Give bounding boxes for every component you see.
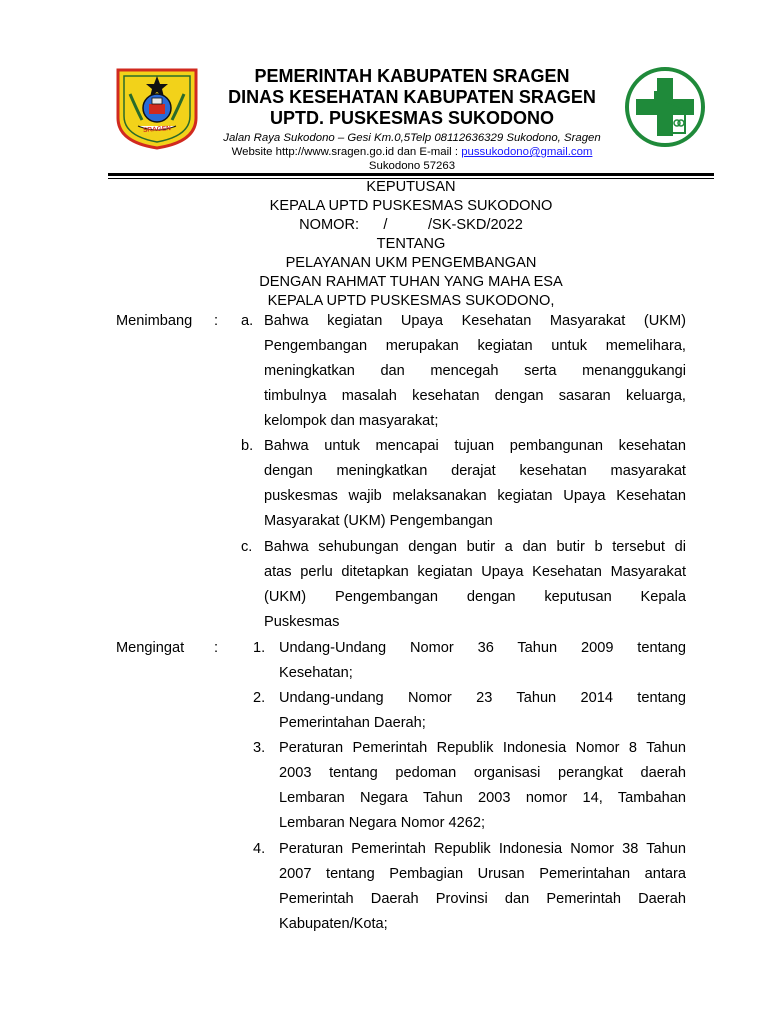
heading-line-5: PELAYANAN UKM PENGEMBANGAN: [285, 255, 537, 271]
heading-line-2: KEPALA UPTD PUSKESMAS SUKODONO: [269, 198, 553, 214]
menimbang-item-c: [264, 535, 686, 635]
text-line: Pemerintahan Daerah;: [279, 715, 426, 731]
letterhead-city: Sukodono 57263: [368, 160, 456, 172]
text-line: dengan meningkatkan derajat kesehatan masyarakat: [264, 463, 686, 479]
mengingat-marker-1: 1.: [253, 640, 266, 656]
mengingat-marker-2: 2.: [253, 690, 266, 706]
heading-line-3: NOMOR: / /SK-SKD/2022: [299, 217, 523, 233]
sragen-coat-of-arms-icon: [116, 68, 198, 150]
text-line: Bahwa kegiatan Upaya Kesehatan Masyarakat (UKM): [264, 313, 686, 329]
text-line: atas perlu ditetapkan kegiatan Upaya Kesehatan Masyarakat: [264, 564, 686, 580]
letterhead-line-1: PEMERINTAH KABUPATEN SRAGEN: [254, 66, 570, 86]
email-link[interactable]: pussukodono@gmail.com: [461, 146, 593, 158]
text-line: Bahwa sehubungan dengan butir a dan butir b tersebut di: [264, 539, 686, 555]
menimbang-label: Menimbang: [116, 313, 193, 329]
puskesmas-green-cross-icon: [624, 66, 706, 148]
text-line: Masyarakat (UKM) Pengembangan: [264, 513, 493, 529]
text-line: 2007 tentang Pembagian Urusan Pemerintahan antara: [279, 866, 686, 882]
text-line: 2003 tentang pedoman organisasi perangkat daerah: [279, 765, 686, 781]
text-line: Puskesmas: [264, 614, 340, 630]
coat-of-arms-banner-text: SRAGEN: [142, 125, 172, 134]
letterhead-address: [206, 131, 618, 145]
mengingat-marker-3: 3.: [253, 740, 266, 756]
menimbang-marker-a: a.: [241, 313, 254, 329]
mengingat-item-4: [279, 837, 686, 937]
decree-heading: [108, 178, 714, 311]
menimbang-colon: :: [214, 313, 219, 329]
menimbang-marker-b: b.: [241, 438, 254, 454]
text-line: meningkatkan dan mencegah serta menanggukangi: [264, 363, 686, 379]
text-line: Lembaran Negara Nomor 4262;: [279, 815, 486, 831]
mengingat-item-2: [279, 686, 686, 736]
text-line: timbulnya masalah kesehatan dengan sasaran keluarga,: [264, 388, 686, 404]
text-line: Undang-undang Nomor 23 Tahun 2014 tentang: [279, 690, 686, 706]
mengingat-marker-4: 4.: [253, 841, 266, 857]
letterhead-rule-thick: [108, 173, 714, 176]
text-line: Undang-Undang Nomor 36 Tahun 2009 tentang: [279, 640, 686, 656]
heading-line-7: KEPALA UPTD PUSKESMAS SUKODONO,: [267, 293, 555, 309]
text-line: Lembaran Negara Tahun 2003 nomor 14, Tambahan: [279, 790, 686, 806]
menimbang-item-b: [264, 434, 686, 534]
address-text: Jalan Raya Sukodono – Gesi Km.0,5Telp 08112636329 Sukodono, Sragen: [223, 132, 601, 144]
text-line: Kabupaten/Kota;: [279, 916, 388, 932]
letterhead: [206, 66, 618, 173]
mengingat-item-3: [279, 736, 686, 836]
letterhead-contact: [206, 145, 618, 159]
text-line: puskesmas wajib melaksanakan kegiatan Upaya Kesehatan: [264, 488, 686, 504]
website-text: Website http://www.sragen.go.id dan E-mail :: [231, 146, 459, 158]
mengingat-colon: :: [214, 640, 219, 656]
text-line: Kesehatan;: [279, 665, 353, 681]
heading-line-6: DENGAN RAHMAT TUHAN YANG MAHA ESA: [259, 274, 563, 290]
menimbang-marker-c: c.: [241, 539, 253, 555]
text-line: Peraturan Pemerintah Republik Indonesia Nomor 8 Tahun: [279, 740, 686, 756]
heading-line-4: TENTANG: [376, 236, 446, 252]
letterhead-line-2: DINAS KESEHATAN KABUPATEN SRAGEN: [228, 87, 596, 107]
text-line: Pengembangan merupakan kegiatan untuk memelihara,: [264, 338, 686, 354]
text-line: Pemerintah Daerah Provinsi dan Pemerintah Daerah: [279, 891, 686, 907]
text-line: (UKM) Pengembangan dengan keputusan Kepala: [264, 589, 686, 605]
text-line: Peraturan Pemerintah Republik Indonesia Nomor 38 Tahun: [279, 841, 686, 857]
letterhead-line-3: UPTD. PUSKESMAS SUKODONO: [269, 108, 555, 128]
heading-line-1: KEPUTUSAN: [366, 179, 456, 195]
menimbang-item-a: [264, 309, 686, 434]
mengingat-label: Mengingat: [116, 640, 185, 656]
text-line: Bahwa untuk mencapai tujuan pembangunan kesehatan: [264, 438, 686, 454]
text-line: kelompok dan masyarakat;: [264, 413, 439, 429]
mengingat-item-1: [279, 636, 686, 686]
